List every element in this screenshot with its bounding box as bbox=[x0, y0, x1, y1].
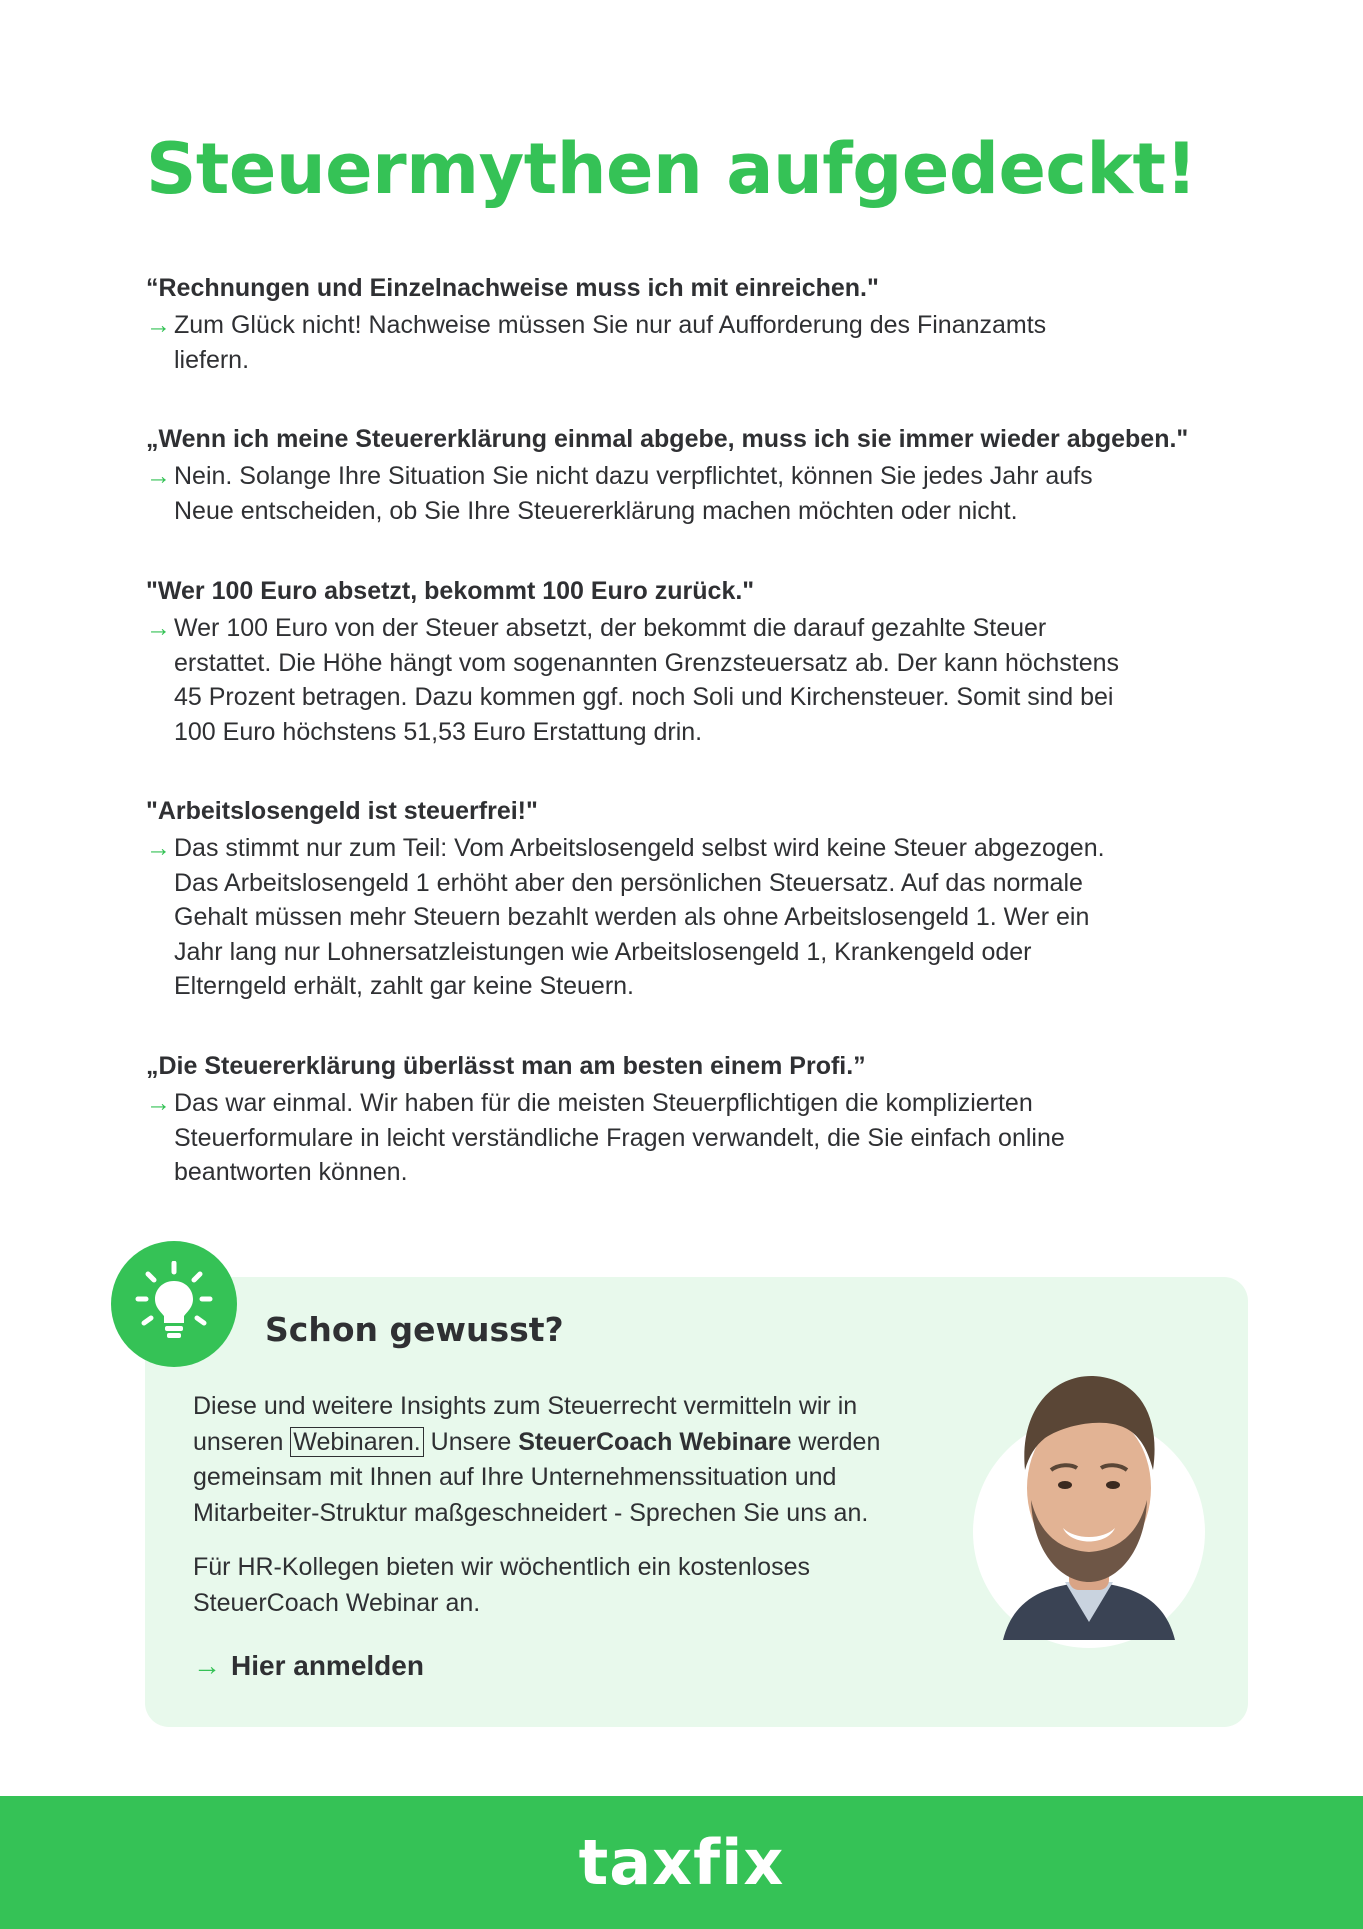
myth-item bbox=[146, 1049, 1236, 1190]
lightbulb-icon bbox=[134, 1261, 214, 1343]
myth-item bbox=[146, 271, 1236, 377]
info-line: Diese und weitere Insights zum Steuerrecht vermitteln wir in bbox=[193, 1392, 858, 1420]
info-title: Schon gewusst? bbox=[265, 1310, 564, 1349]
info-text-span: werden bbox=[791, 1427, 881, 1456]
arrow-right-icon: → bbox=[146, 614, 171, 642]
myth-answer bbox=[146, 1086, 1236, 1190]
myth-item bbox=[146, 574, 1236, 749]
arrow-right-icon: → bbox=[146, 462, 171, 490]
answer-line: liefern. bbox=[174, 345, 250, 374]
answer-line: Zum Glück nicht! Nachweise müssen Sie nur auf Aufforderung des Finanzamts bbox=[174, 311, 1047, 339]
info-text-span: unseren bbox=[193, 1427, 291, 1456]
register-label: Hier anmelden bbox=[231, 1650, 424, 1681]
myth-answer bbox=[146, 459, 1236, 528]
answer-line: Wer 100 Euro von der Steuer absetzt, der bekommt die darauf gezahlte Steuer bbox=[174, 614, 1047, 642]
myth-question: „Wenn ich meine Steuererklärung einmal abgebe, muss ich sie immer wieder abgeben." bbox=[146, 425, 1189, 453]
myth-answer bbox=[146, 308, 1236, 377]
answer-line: Das stimmt nur zum Teil: Vom Arbeitslosengeld selbst wird keine Steuer abgezogen. bbox=[174, 834, 1105, 862]
myth-item bbox=[146, 794, 1236, 1004]
coach-portrait bbox=[973, 1360, 1205, 1650]
answer-line: Nein. Solange Ihre Situation Sie nicht dazu verpflichtet, können Sie jedes Jahr aufs bbox=[174, 462, 1093, 490]
footer-bar bbox=[0, 1796, 1363, 1929]
info-line bbox=[193, 1425, 973, 1461]
info-paragraph-1 bbox=[193, 1389, 973, 1531]
answer-line: 45 Prozent betragen. Dazu kommen ggf. noch Soli und Kirchensteuer. Somit sind bei bbox=[174, 683, 1114, 711]
answer-line: Gehalt müssen mehr Steuern bezahlt werden als ohne Arbeitslosengeld 1. Wer ein bbox=[174, 903, 1090, 931]
answer-line: Elterngeld erhält, zahlt gar keine Steuern. bbox=[174, 972, 634, 1000]
answer-line: Steuerformulare in leicht verständliche Fragen verwandelt, die Sie einfach online bbox=[174, 1123, 1065, 1152]
answer-line: Das Arbeitslosengeld 1 erhöht aber den persönlichen Steuersatz. Auf das normale bbox=[174, 868, 1083, 897]
lightbulb-badge bbox=[111, 1241, 237, 1367]
page-title: Steuermythen aufgedeckt! bbox=[146, 128, 1197, 210]
info-line: gemeinsam mit Ihnen auf Ihre Unternehmenssituation und bbox=[193, 1463, 837, 1491]
steuercoach-highlight: SteuerCoach Webinare bbox=[518, 1427, 792, 1456]
webinare-link[interactable]: Webinaren. bbox=[290, 1427, 423, 1457]
info-text-span: Unsere bbox=[423, 1427, 519, 1456]
register-link[interactable] bbox=[193, 1650, 424, 1682]
info-paragraph-2 bbox=[193, 1550, 973, 1621]
myth-item bbox=[146, 422, 1236, 528]
info-line: SteuerCoach Webinar an. bbox=[193, 1588, 481, 1617]
answer-line: beantworten können. bbox=[174, 1158, 408, 1186]
info-line: Mitarbeiter-Struktur maßgeschneidert - Sprechen Sie uns an. bbox=[193, 1498, 869, 1527]
myth-answer bbox=[146, 831, 1236, 1004]
arrow-right-icon: → bbox=[146, 311, 171, 339]
answer-line: Jahr lang nur Lohnersatzleistungen wie Arbeitslosengeld 1, Krankengeld oder bbox=[174, 937, 1032, 966]
answer-line: Neue entscheiden, ob Sie Ihre Steuererklärung machen möchten oder nicht. bbox=[174, 496, 1018, 525]
taxfix-logo: taxfix bbox=[578, 1826, 785, 1899]
answer-line: erstattet. Die Höhe hängt vom sogenannten Grenzsteuersatz ab. Der kann höchstens bbox=[174, 648, 1119, 677]
arrow-right-icon: → bbox=[146, 834, 171, 862]
myth-question: "Arbeitslosengeld ist steuerfrei!" bbox=[146, 797, 538, 825]
myth-question: „Die Steuererklärung überlässt man am besten einem Profi.” bbox=[146, 1052, 866, 1080]
info-line: Für HR-Kollegen bieten wir wöchentlich ein kostenloses bbox=[193, 1553, 810, 1581]
answer-line: Das war einmal. Wir haben für die meisten Steuerpflichtigen die komplizierten bbox=[174, 1089, 1033, 1117]
arrow-right-icon: → bbox=[146, 1089, 171, 1117]
myth-question: “Rechnungen und Einzelnachweise muss ich mit einreichen." bbox=[146, 274, 879, 302]
myth-answer bbox=[146, 611, 1236, 749]
arrow-right-icon: → bbox=[193, 1650, 221, 1681]
myth-question: "Wer 100 Euro absetzt, bekommt 100 Euro zurück." bbox=[146, 577, 755, 605]
answer-line: 100 Euro höchstens 51,53 Euro Erstattung drin. bbox=[174, 717, 703, 746]
